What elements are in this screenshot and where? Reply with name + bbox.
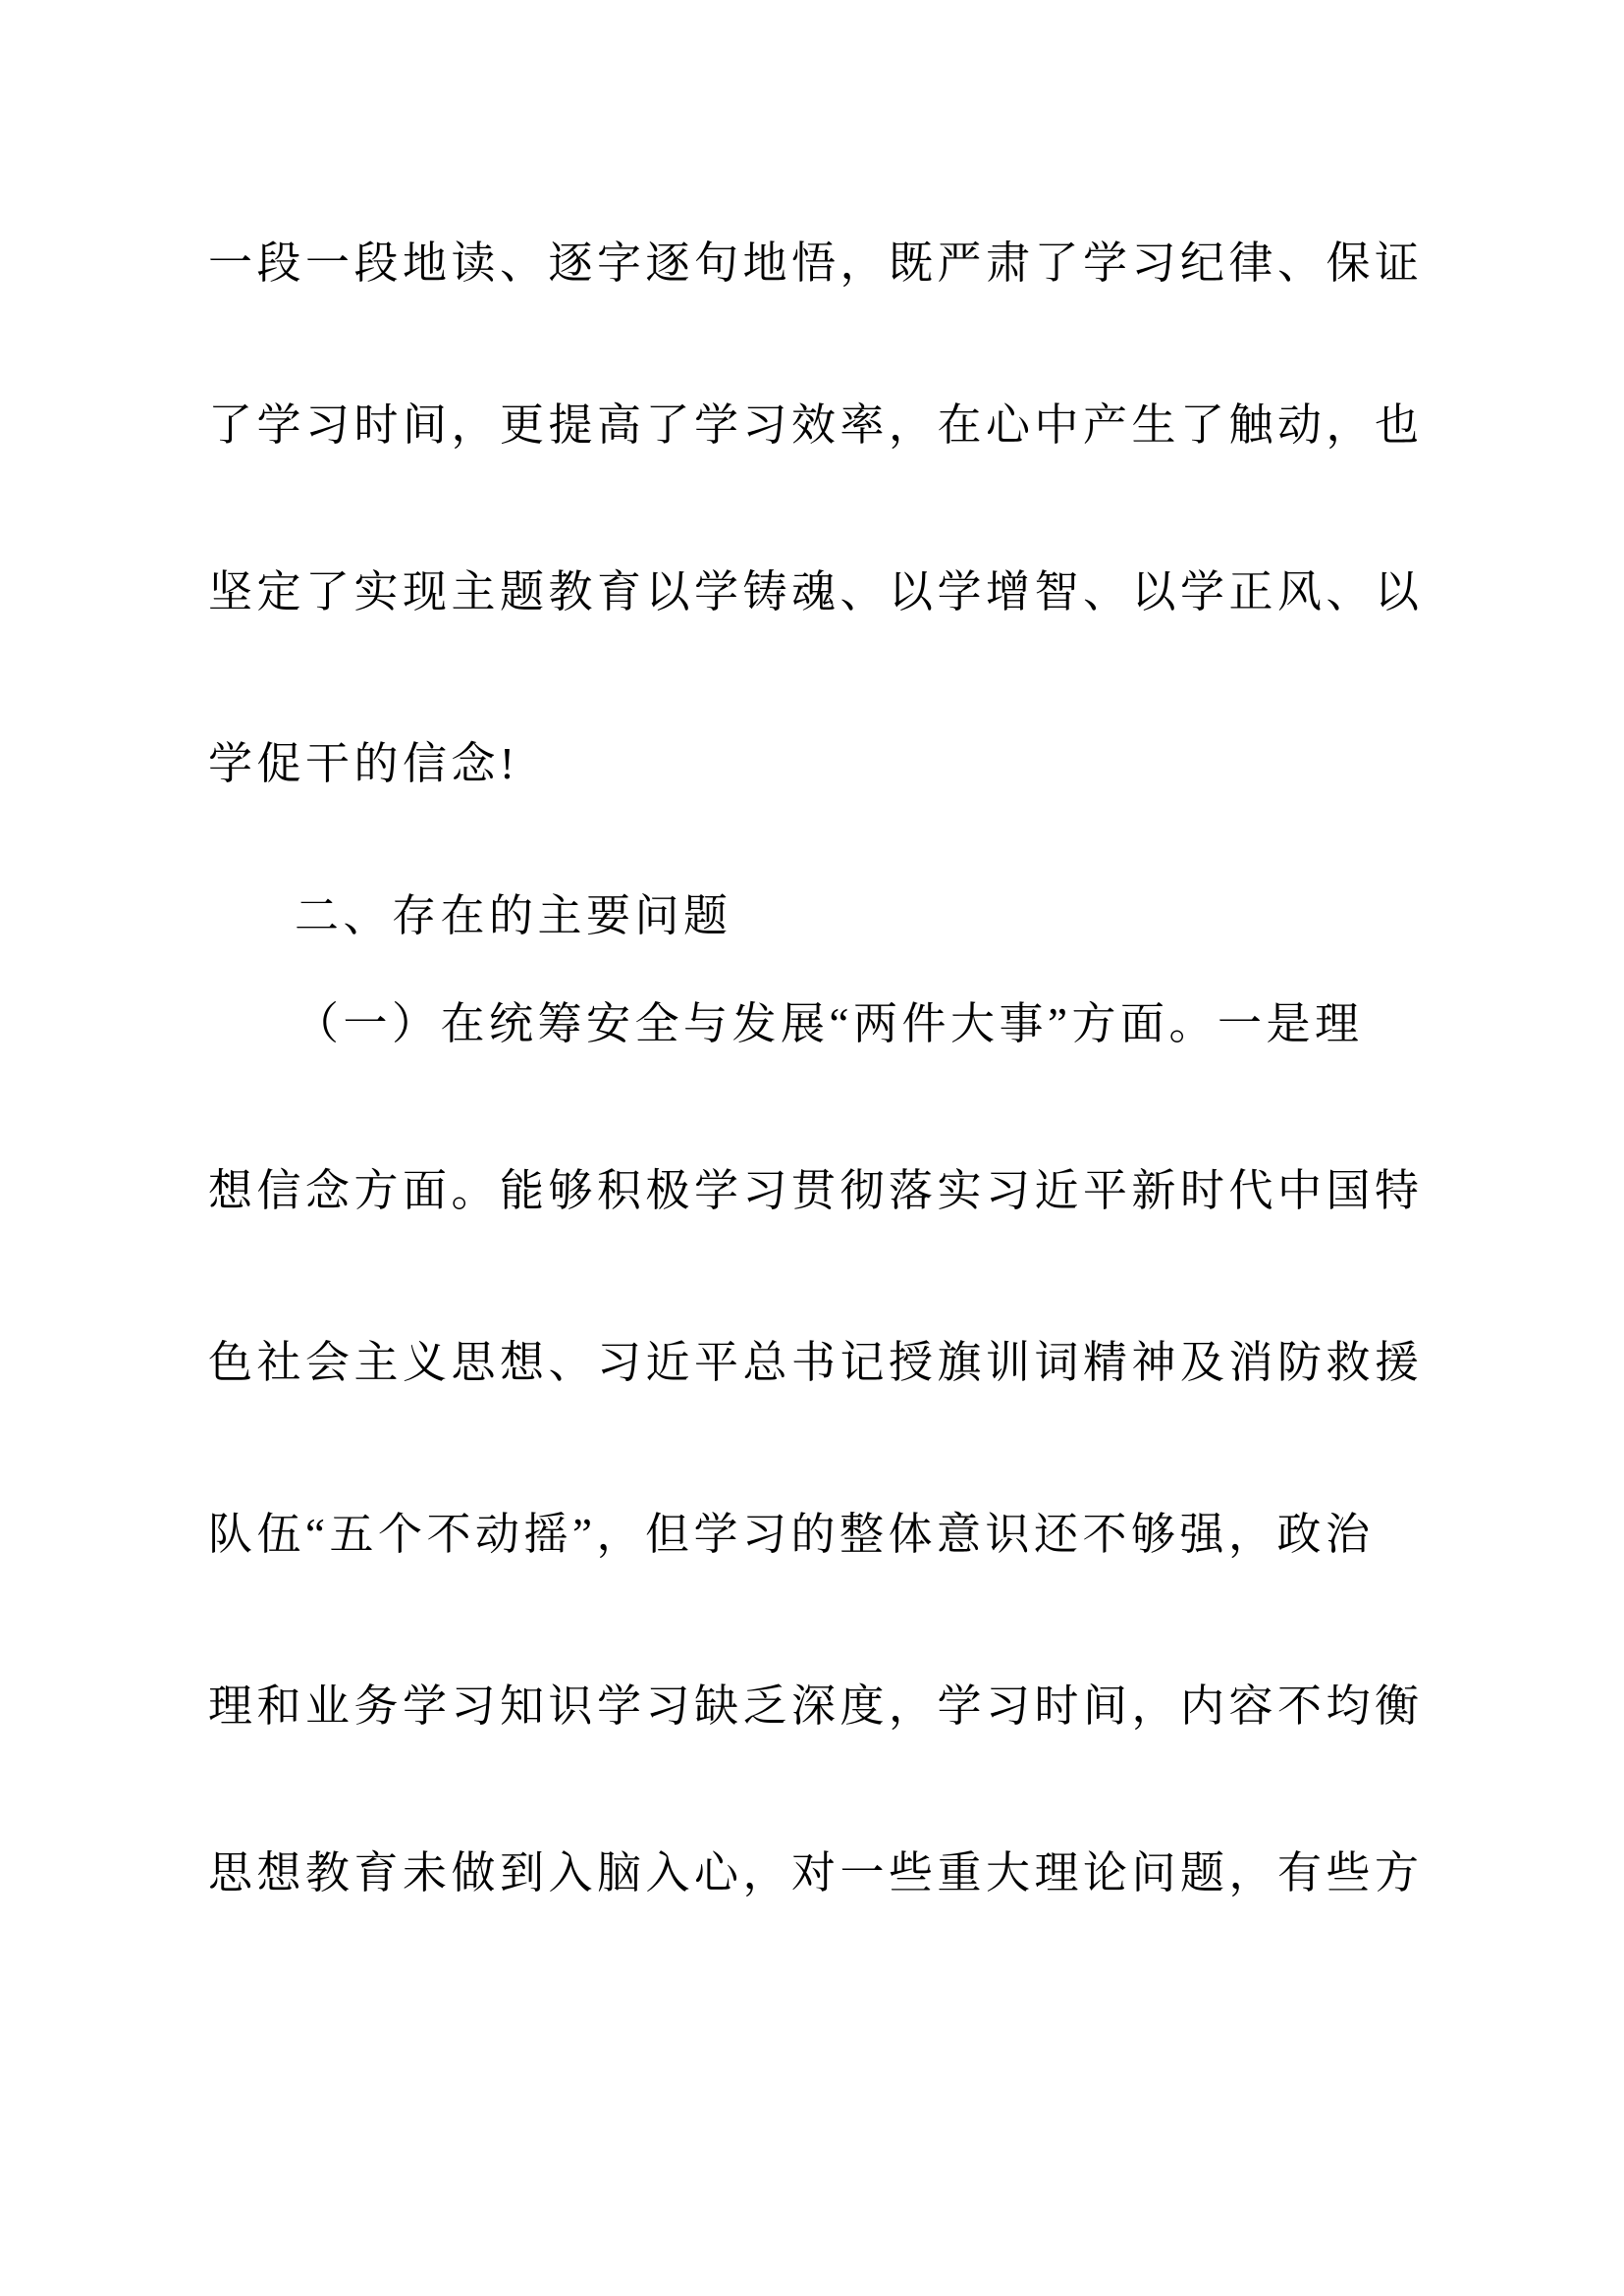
body-text-line: 思想教育未做到入脑入心，对一些重大理论问题，有些方 <box>208 1848 1424 1897</box>
section-heading: 二、存在的主要问题 <box>295 891 732 940</box>
body-text-line: 色社会主义思想、习近平总书记授旗训词精神及消防救援 <box>208 1338 1424 1387</box>
body-text-line: 了学习时间，更提高了学习效率，在心中产生了触动，也 <box>208 400 1424 450</box>
body-text-line: 坚定了实现主题教育以学铸魂、以学增智、以学正风、以 <box>208 567 1424 616</box>
body-text-line: 队伍“五个不动摇”，但学习的整体意识还不够强，政治 <box>208 1510 1375 1559</box>
body-text-line: 想信念方面。能够积极学习贯彻落实习近平新时代中国特 <box>208 1166 1424 1215</box>
body-text-line: 学促干的信念! <box>208 739 519 788</box>
body-text-line: 理和业务学习知识学习缺乏深度，学习时间，内容不均衡 <box>208 1682 1424 1731</box>
body-text-line: 一段一段地读、逐字逐句地悟，既严肃了学习纪律、保证 <box>208 239 1424 288</box>
body-text-line: （一）在统筹安全与发展“两件大事”方面。一是理 <box>295 999 1364 1048</box>
